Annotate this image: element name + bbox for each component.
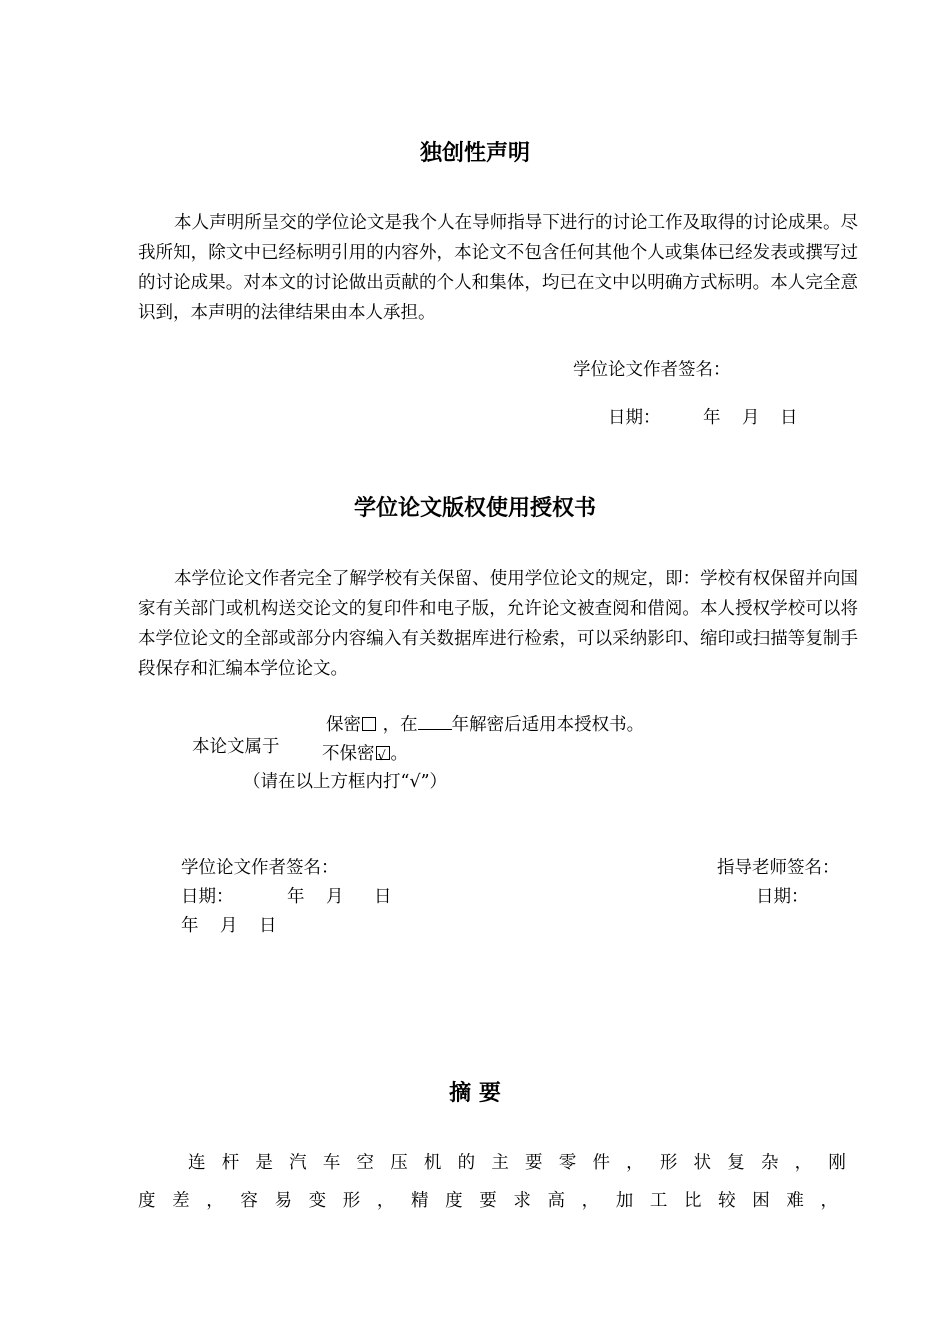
abstract-char: 杂: [760, 1153, 779, 1173]
abstract-char: 要: [525, 1153, 543, 1173]
abstract-char: 要: [479, 1191, 497, 1211]
not-confidential-option-label: 不保密: [322, 744, 375, 764]
advisor-signature-label: 指导老师签名：: [717, 858, 840, 878]
abstract-char: 求: [513, 1191, 531, 1211]
thesis-belongs-label: 本论文属于: [192, 737, 280, 757]
abstract-char: 状: [693, 1153, 712, 1173]
confidential-option: [326, 711, 644, 736]
author-date-month: 月: [326, 887, 344, 907]
confidential-option-label: 保密: [326, 715, 361, 735]
not-confidential-suffix: 。: [390, 744, 408, 764]
abstract-char: ，: [581, 1191, 600, 1211]
originality-date-month: 月: [742, 408, 760, 428]
advisor-date-year: 年: [181, 916, 199, 936]
abstract-char: 汽: [289, 1153, 307, 1173]
advisor-date-day: 日: [259, 916, 277, 936]
originality-author-signature-label: 学位论文作者签名：: [573, 360, 731, 380]
check-mark-icon: √: [377, 749, 386, 764]
abstract-char: 精: [411, 1191, 429, 1211]
abstract-char: ，: [794, 1153, 813, 1173]
abstract-line-1: [138, 1144, 858, 1182]
abstract-char: 机: [423, 1153, 442, 1173]
abstract-char: 复: [727, 1153, 745, 1173]
abstract-line-2: [138, 1182, 858, 1220]
author-date-label: 日期：: [181, 887, 234, 907]
originality-body: 本人声明所呈交的学位论文是我个人在导师指导下进行的讨论工作及取得的讨论成果。尽我所知，除文中已经标明引用的内容外，本论文不包含任何其他个人或集体已经发表或撰写过的讨论成果。对本文的讨论做出贡献的个人和集体，均已在文中以明确方式标明。本人完全意识到，本声明的法律结果由本人承担。: [138, 213, 858, 323]
abstract-char: 加: [615, 1191, 634, 1211]
advisor-date-month: 月: [220, 916, 238, 936]
abstract-char: 差: [172, 1191, 190, 1211]
confidential-checkbox[interactable]: [362, 717, 376, 731]
abstract-char: 空: [356, 1153, 375, 1173]
abstract-title: 摘 要: [449, 1081, 501, 1106]
abstract-char: ，: [626, 1153, 644, 1173]
abstract-char: 压: [390, 1153, 408, 1173]
abstract-char: 连: [188, 1153, 206, 1173]
tick-instruction: （请在以上方框内打“√”）: [243, 772, 448, 792]
abstract-char: 件: [592, 1153, 610, 1173]
abstract-char: ，: [376, 1191, 395, 1211]
not-confidential-option: [322, 740, 408, 765]
abstract-char: 形: [659, 1153, 678, 1173]
author-date-year: 年: [287, 887, 305, 907]
abstract-char: 难: [786, 1191, 804, 1211]
abstract-char: 比: [684, 1191, 702, 1211]
abstract-char: ，: [206, 1191, 224, 1211]
authorization-title: 学位论文版权使用授权书: [353, 496, 596, 521]
advisor-date-label: 日期：: [756, 887, 809, 907]
declassify-year-blank[interactable]: [418, 713, 452, 730]
not-confidential-checkbox[interactable]: [376, 746, 390, 764]
abstract-char: 度: [138, 1191, 156, 1211]
abstract-char: 刚: [828, 1153, 846, 1173]
abstract-char: 变: [308, 1191, 327, 1211]
abstract-char: 主: [491, 1153, 509, 1173]
confidential-suffix-a: ，在: [382, 715, 418, 735]
authorization-body: 本学位论文作者完全了解学校有关保留、使用学位论文的规定，即：学校有权保留并向国家有关部门或机构送交论文的复印件和电子版，允许论文被查阅和借阅。本人授权学校可以将本学位论文的全部或部分内容编入有关数据库进行检索，可以采纳影印、缩印或扫描等复制手段保存和汇编本学位论文。: [138, 569, 858, 679]
authorization-author-signature-label: 学位论文作者签名：: [181, 858, 339, 878]
abstract-char: 容: [240, 1191, 258, 1211]
abstract-char: 的: [457, 1153, 476, 1173]
abstract-char: 度: [445, 1191, 463, 1211]
abstract-char: 杆: [221, 1153, 240, 1173]
abstract-char: 工: [649, 1191, 668, 1211]
originality-date-label: 日期：: [608, 408, 661, 428]
abstract-char: 高: [547, 1191, 565, 1211]
originality-title: 独创性声明: [419, 141, 530, 166]
abstract-char: 易: [274, 1191, 292, 1211]
author-date-day: 日: [374, 887, 392, 907]
abstract-char: 较: [718, 1191, 736, 1211]
originality-date-year: 年: [703, 408, 721, 428]
abstract-char: 是: [255, 1153, 273, 1173]
abstract-char: 零: [558, 1153, 577, 1173]
abstract-char: ，: [820, 1191, 838, 1211]
confidential-suffix-b: 年解密后适用本授权书。: [451, 715, 645, 735]
abstract-char: 车: [322, 1153, 341, 1173]
abstract-char: 形: [342, 1191, 361, 1211]
abstract-char: 困: [752, 1191, 770, 1211]
originality-date-day: 日: [780, 408, 798, 428]
abstract-body: [138, 1144, 858, 1220]
